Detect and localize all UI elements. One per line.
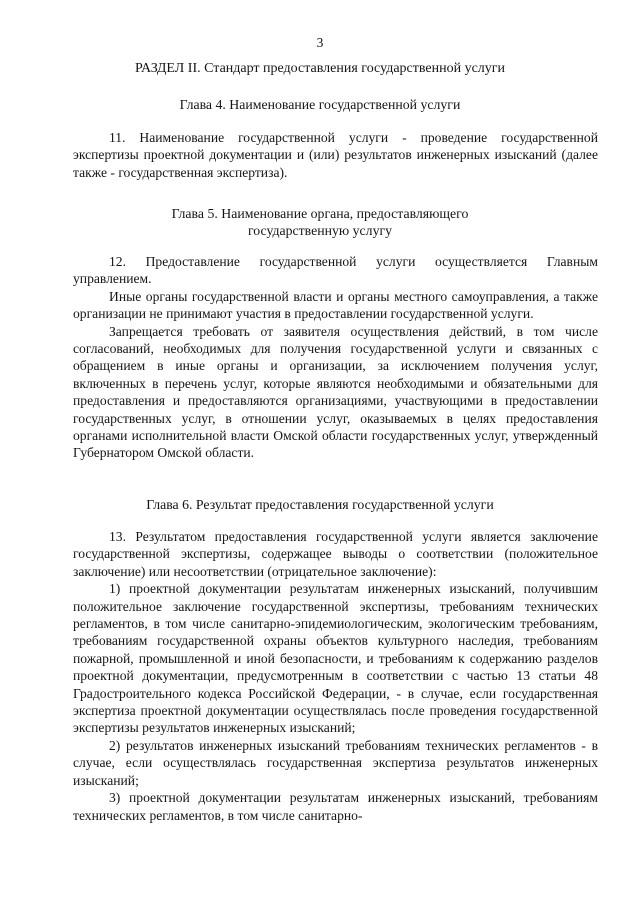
chapter-6-title: Глава 6. Результат предоставления государственной услуги <box>146 497 494 512</box>
list-item-1: 1) проектной документации результатам инженерных изысканий, получившим положительное заключение государственной экспертизы, требованиям технических регламентов, в том числе санитарно-эпидемиологическим, экологическим требованиям, требованиям государственной охраны объектов культурного наследия, требованиям пожарной, промышленной и иной безопасности, и требованиям к содержанию разделов проектной документации, предусмотренным в соответствии с частью 13 статьи 48 Градостроительного кодекса Российской Федерации, - в случае, если государственная экспертиза проектной документации осуществлялась после проведения государственной экспертизы результатов инженерных изысканий; <box>73 581 598 736</box>
list-item-3: 3) проектной документации результатам инженерных изысканий, требованиям технических регламентов, в том числе санитарно- <box>73 790 598 823</box>
chapter-6-heading <box>0 496 640 513</box>
chapter-4-body <box>73 129 598 181</box>
chapter-5-body <box>73 253 598 462</box>
paragraph-12: 12. Предоставление государственной услуги осуществляется Главным управлением. <box>73 254 598 287</box>
chapter-4-title: Глава 4. Наименование государственной услуги <box>179 97 461 112</box>
page-number: 3 <box>316 35 324 50</box>
chapter-6-body <box>73 528 598 824</box>
chapter-5-heading <box>0 205 640 240</box>
paragraph-other-bodies: Иные органы государственной власти и органы местного самоуправления, а также организации не принимают участия в предоставлении государственной услуги. <box>73 288 598 322</box>
paragraph-11: 11. Наименование государственной услуги - проведение государственной экспертизы проектной документации и (или) результатов инженерных изысканий (далее также - государственная экспертиза). <box>73 130 598 180</box>
section-title: РАЗДЕЛ II. Стандарт предоставления государственной услуги <box>134 61 506 76</box>
paragraph-13: 13. Результатом предоставления государственной услуги является заключение государственной экспертизы, содержащее выводы о соответствии (положительное заключение) или несоответствии (отрицательное заключение): <box>73 529 598 579</box>
list-item-2: 2) результатов инженерных изысканий требованиям технических регламентов - в случае, если осуществлялась государственная экспертиза результатов инженерных изысканий; <box>73 737 598 788</box>
chapter-4-heading <box>0 96 640 113</box>
paragraph-prohibition: Запрещается требовать от заявителя осуществления действий, в том числе согласований, необходимых для получения государственной услуги и связанных с обращением в иные органы и организации, за исключением получения услуг, включенных в перечень услуг, которые являются необходимыми и обязательными для предоставления и предоставляются организациями, участвующими в предоставлении государственных услуг, в отношении услуг, оказываемых в целях предоставления органами исполнительной власти Омской области государственных услуг, утвержденный Губернатором Омской области. <box>73 323 598 461</box>
chapter-5-title-line-1: Глава 5. Наименование органа, предоставляющего <box>171 206 469 221</box>
chapter-5-title-line-2: государственную услугу <box>247 223 393 239</box>
